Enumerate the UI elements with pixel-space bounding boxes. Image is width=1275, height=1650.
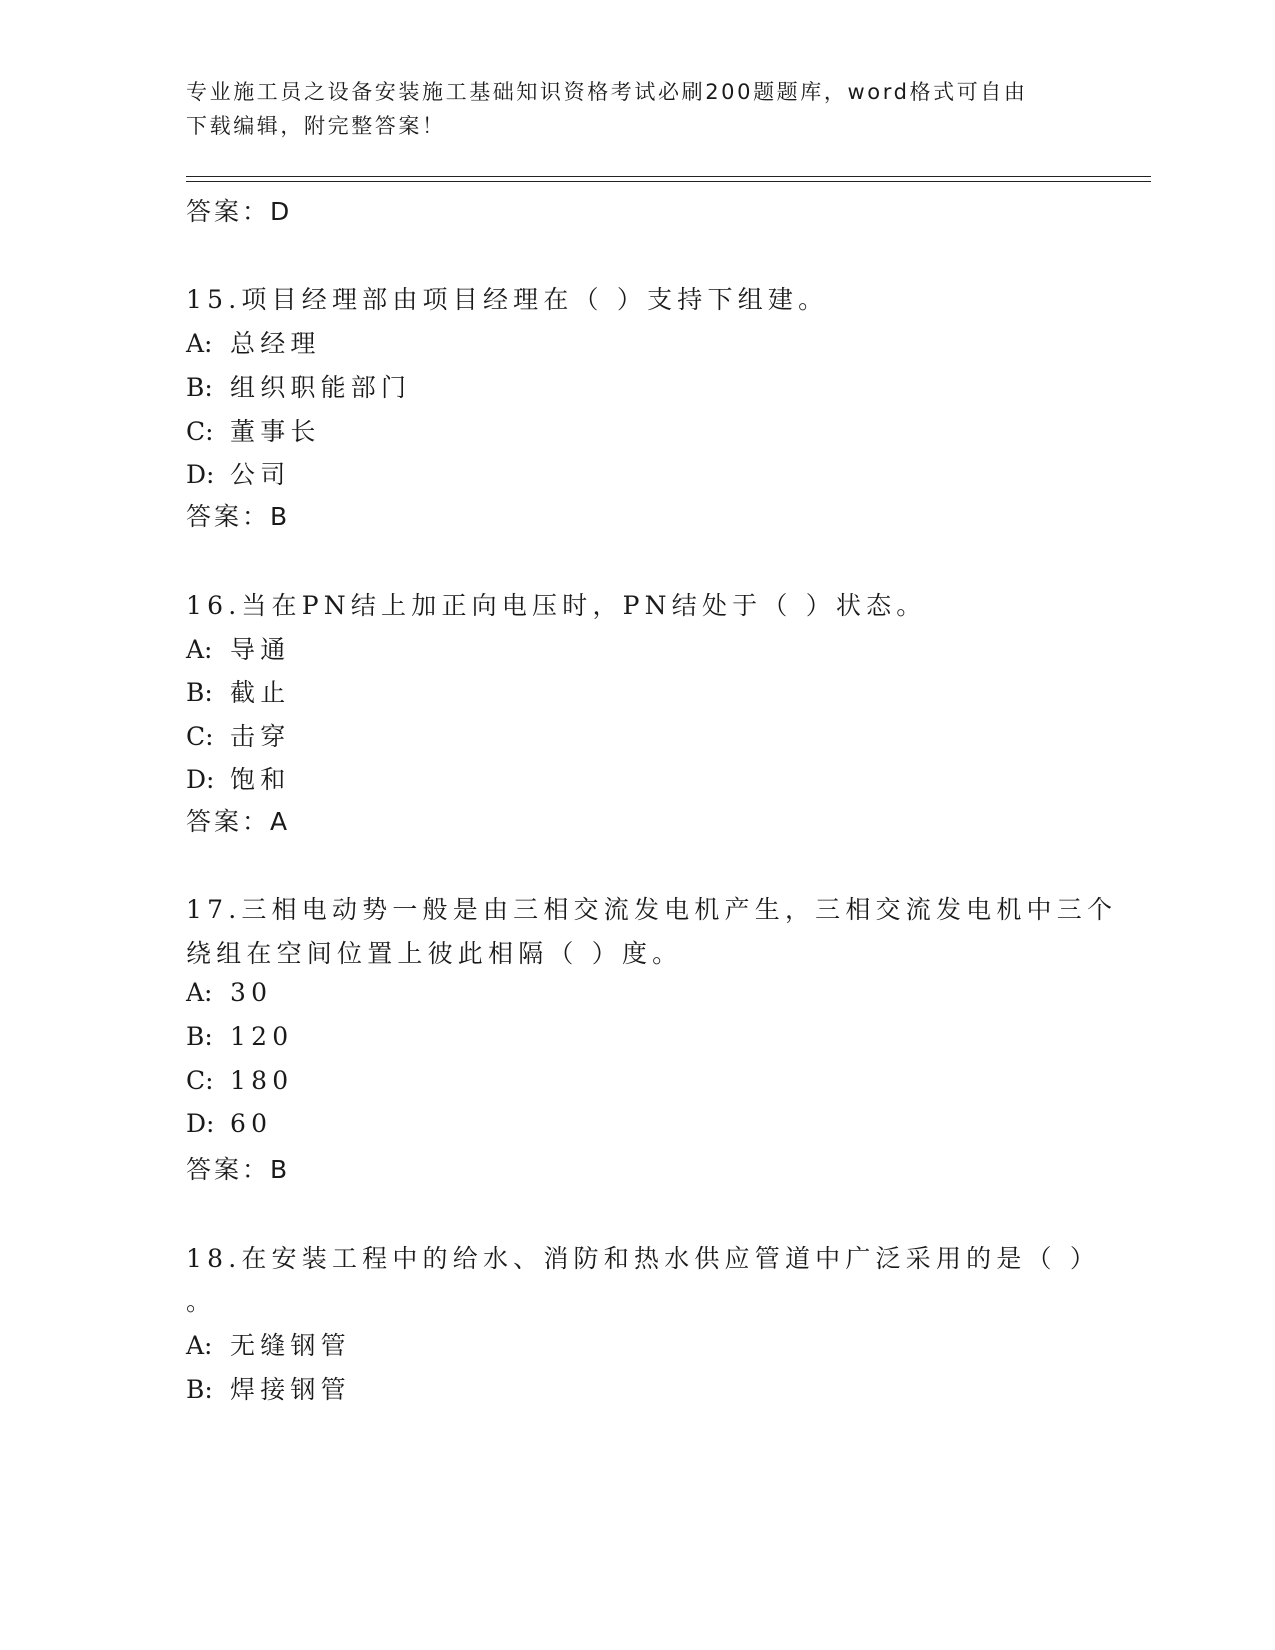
question-17-stem-line-1: 17.三相电动势一般是由三相交流发电机产生，三相交流发电机中三个: [186, 895, 1118, 924]
option-text: 总经理: [230, 329, 321, 358]
option-letter: B:: [186, 1375, 213, 1404]
option-text: 组织职能部门: [230, 373, 412, 402]
question-18-stem-line-2: 。: [186, 1287, 217, 1316]
option-text: 120: [230, 1022, 294, 1051]
option-letter: B:: [186, 373, 213, 402]
question-17-answer: 答案：B: [186, 1155, 291, 1184]
question-15-stem: 15.项目经理部由项目经理在（ ）支持下组建。: [186, 285, 829, 314]
question-18-option-a: [186, 1326, 351, 1362]
option-letter: C:: [186, 722, 214, 751]
question-16-option-a: [186, 630, 290, 666]
question-17-option-a: [186, 978, 272, 1007]
option-letter: B:: [186, 678, 213, 707]
header-divider-top: [186, 176, 1151, 177]
option-letter: A:: [186, 635, 213, 664]
option-text: 饱和: [230, 765, 291, 794]
document-header-line-1: 专业施工员之设备安装施工基础知识资格考试必刷200题题库，word格式可自由: [186, 80, 1028, 104]
option-text: 截止: [230, 678, 291, 707]
option-text: 击穿: [230, 722, 291, 751]
option-text: 180: [230, 1066, 294, 1095]
option-text: 导通: [230, 635, 291, 664]
option-text: 公司: [230, 460, 291, 489]
option-letter: C:: [186, 417, 214, 446]
question-16-option-b: [186, 673, 290, 709]
option-letter: A:: [186, 978, 213, 1007]
option-letter: C:: [186, 1066, 214, 1095]
question-15-option-a: [186, 324, 321, 360]
question-16-answer: 答案：A: [186, 807, 291, 836]
option-text: 30: [230, 978, 273, 1007]
question-18-option-b: [186, 1370, 351, 1406]
question-17-option-c: [186, 1066, 293, 1095]
option-letter: D:: [186, 1109, 215, 1138]
document-header-line-2: 下载编辑，附完整答案！: [186, 114, 446, 138]
option-letter: D:: [186, 765, 215, 794]
question-17-option-b: [186, 1022, 293, 1051]
option-text: 焊接钢管: [230, 1375, 351, 1404]
option-letter: A:: [186, 329, 213, 358]
question-17-option-d: [186, 1109, 272, 1138]
question-15-answer: 答案：B: [186, 502, 291, 531]
option-letter: A:: [186, 1331, 213, 1360]
option-text: 董事长: [230, 417, 321, 446]
question-18-stem-line-1: 18.在安装工程中的给水、消防和热水供应管道中广泛采用的是（ ）: [186, 1244, 1101, 1273]
question-17-stem-line-2: 绕组在空间位置上彼此相隔（ ）度。: [186, 939, 683, 968]
header-divider-bottom: [186, 181, 1151, 182]
option-text: 60: [230, 1109, 273, 1138]
option-letter: D:: [186, 460, 215, 489]
option-letter: B:: [186, 1022, 213, 1051]
option-text: 无缝钢管: [230, 1331, 351, 1360]
question-16-option-d: [186, 760, 290, 796]
question-16-stem: 16.当在PN结上加正向电压时，PN结处于（ ）状态。: [186, 591, 927, 620]
question-15-option-d: [186, 455, 290, 491]
previous-answer: 答案：D: [186, 197, 293, 226]
question-16-option-c: [186, 717, 290, 753]
question-15-option-c: [186, 412, 321, 448]
question-15-option-b: [186, 368, 411, 404]
